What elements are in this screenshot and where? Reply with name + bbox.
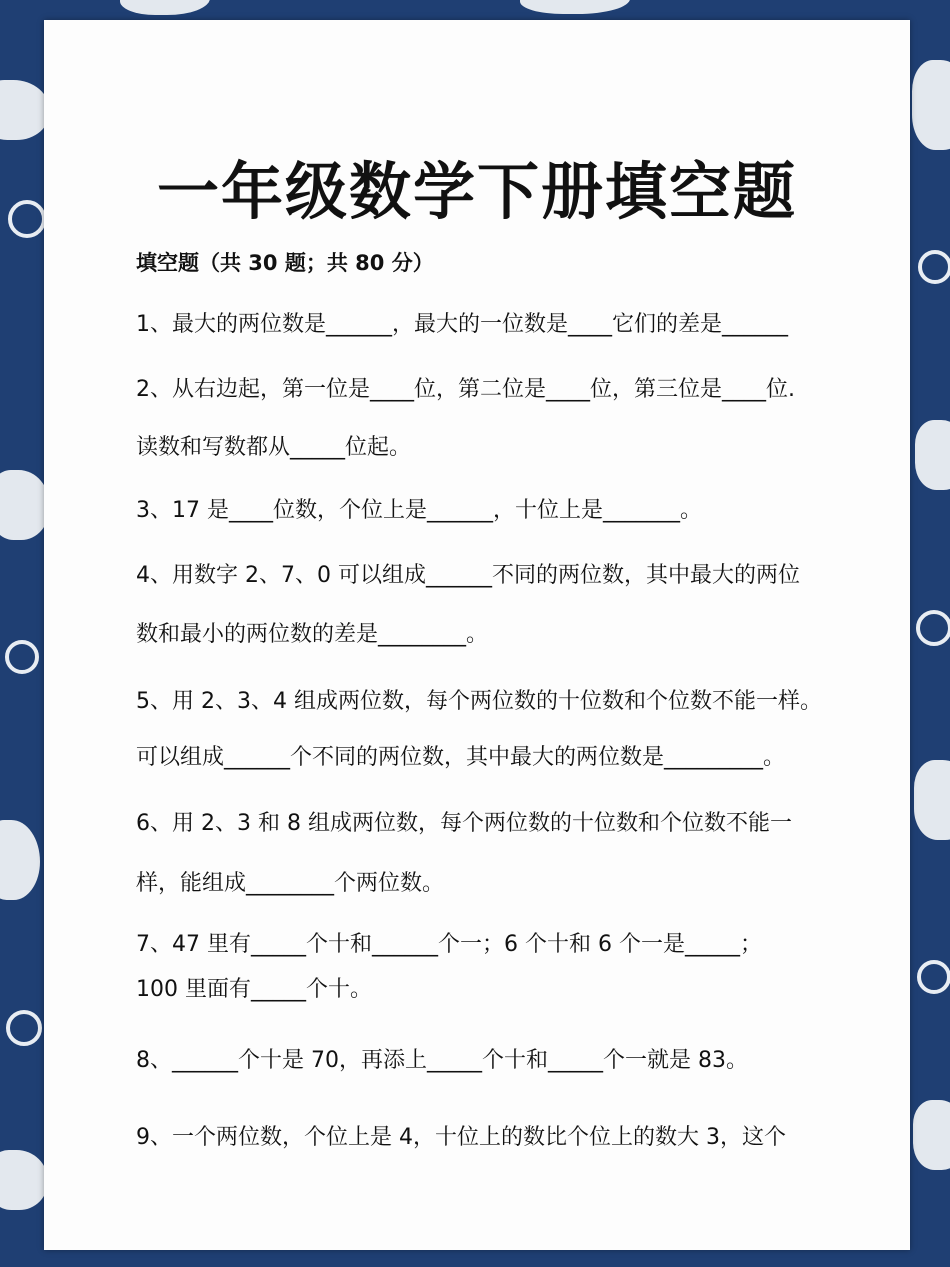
question-9: 9、一个两位数，个位上是 4，十位上的数比个位上的数大 3，这个 — [136, 1125, 786, 1150]
page-title: 一年级数学下册填空题 — [156, 155, 797, 228]
question-8: 8、______个十是 70，再添上_____个十和_____个一就是 83。 — [136, 1048, 748, 1073]
question-2-cont: 读数和写数都从_____位起。 — [136, 435, 412, 460]
section-heading: 填空题（共 30 题；共 80 分） — [136, 251, 434, 275]
worksheet-paper — [44, 20, 910, 1250]
question-4: 4、用数字 2、7、0 可以组成______不同的两位数，其中最大的两位 — [136, 563, 800, 588]
question-7: 7、47 里有_____个十和______个一；6 个十和 6 个一是_____； — [136, 932, 762, 957]
question-5-cont: 可以组成______个不同的两位数，其中最大的两位数是_________。 — [136, 745, 786, 770]
question-4-cont: 数和最小的两位数的差是________。 — [136, 622, 489, 647]
question-6: 6、用 2、3 和 8 组成两位数，每个两位数的十位数和个位数不能一 — [136, 811, 792, 836]
question-3: 3、17 是____位数，个位上是______，十位上是_______。 — [136, 498, 702, 523]
question-6-cont: 样，能组成________个两位数。 — [136, 871, 445, 896]
question-1: 1、最大的两位数是______，最大的一位数是____它们的差是______ — [136, 312, 788, 337]
question-7-cont: 100 里面有_____个十。 — [136, 977, 372, 1002]
question-5: 5、用 2、3、4 组成两位数，每个两位数的十位数和个位数不能一样。 — [136, 689, 822, 714]
question-2: 2、从右边起，第一位是____位，第二位是____位，第三位是____位. — [136, 377, 795, 402]
